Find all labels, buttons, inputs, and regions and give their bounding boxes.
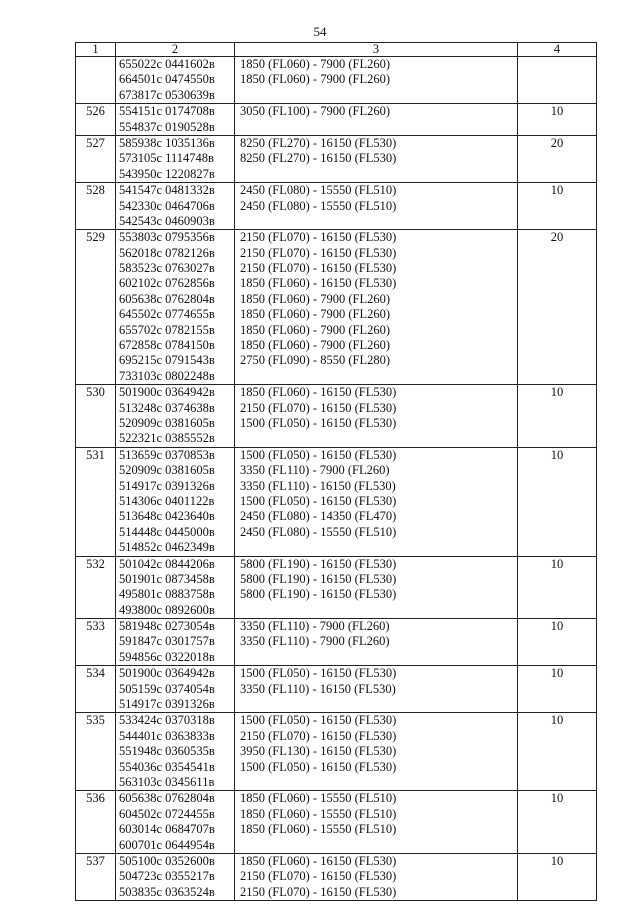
row-number: 532 <box>86 556 105 571</box>
level-line: 1850 (FL060) - 15550 (FL510) <box>240 822 397 837</box>
level-line: 1500 (FL050) - 16150 (FL530) <box>240 493 397 508</box>
row-number-cell <box>76 230 116 385</box>
coordinate-line: 604502с 0724455в <box>119 806 215 821</box>
row-number-cell <box>76 57 116 104</box>
coordinate-line: 514917с 0391326в <box>119 478 215 493</box>
levels-cell <box>235 57 518 104</box>
level-line: 2150 (FL070) - 16150 (FL530) <box>240 245 397 260</box>
coordinate-line: 501901с 0873458в <box>119 571 215 586</box>
coordinate-line: 503835с 0363524в <box>119 884 215 899</box>
level-line: 1500 (FL050) - 16150 (FL530) <box>240 415 397 430</box>
table-row <box>76 230 597 385</box>
row-number: 526 <box>86 104 105 119</box>
level-line: 3050 (FL100) - 7900 (FL260) <box>240 104 390 119</box>
header-row <box>76 43 597 57</box>
row-number-cell <box>76 447 116 556</box>
level-line: 1850 (FL060) - 15550 (FL510) <box>240 791 397 806</box>
levels-cell <box>235 447 518 556</box>
width-cell <box>518 104 597 136</box>
level-line: 8250 (FL270) - 16150 (FL530) <box>240 151 397 166</box>
coordinate-line: 493800с 0892600в <box>119 602 215 617</box>
width-value: 10 <box>550 385 564 400</box>
coordinate-line: 603014с 0684707в <box>119 822 215 837</box>
width-value: 10 <box>550 791 564 806</box>
level-line: 2450 (FL080) - 15550 (FL510) <box>240 183 397 198</box>
level-line: 1500 (FL050) - 16150 (FL530) <box>240 713 397 728</box>
coordinate-line: 562018с 0782126в <box>119 245 215 260</box>
coordinate-line: 673817с 0530639в <box>119 87 215 102</box>
coordinate-line: 594856с 0322018в <box>119 649 215 664</box>
width-value: 10 <box>550 104 564 119</box>
coordinate-line: 520909с 0381605в <box>119 415 215 430</box>
row-number: 528 <box>86 183 105 198</box>
header-col-3: 3 <box>235 43 518 57</box>
level-line: 1850 (FL060) - 7900 (FL260) <box>240 322 390 337</box>
level-line: 8250 (FL270) - 16150 (FL530) <box>240 135 397 150</box>
width-cell <box>518 853 597 900</box>
coordinate-line: 664501с 0474550в <box>119 72 215 87</box>
level-line: 3350 (FL110) - 7900 (FL260) <box>240 634 390 649</box>
coordinate-line: 501042с 0844206в <box>119 556 215 571</box>
level-line: 1850 (FL060) - 7900 (FL260) <box>240 307 390 322</box>
table-row <box>76 183 597 230</box>
width-value <box>518 57 596 72</box>
level-line: 3350 (FL110) - 16150 (FL530) <box>240 681 396 696</box>
coordinates-cell <box>116 385 235 448</box>
coordinate-line: 501900с 0364942в <box>119 666 215 681</box>
levels-cell <box>235 230 518 385</box>
table-row <box>76 104 597 136</box>
coordinates-cell <box>116 619 235 666</box>
coordinate-line: 513659с 0370853в <box>119 447 215 462</box>
width-cell <box>518 183 597 230</box>
level-line: 2150 (FL070) - 16150 (FL530) <box>240 869 397 884</box>
coordinate-line: 514448с 0445000в <box>119 524 215 539</box>
coordinate-line: 543950с 1220827в <box>119 166 215 181</box>
level-line: 2150 (FL070) - 16150 (FL530) <box>240 884 397 899</box>
coordinate-line: 733103с 0802248в <box>119 368 215 383</box>
level-line: 2150 (FL070) - 16150 (FL530) <box>240 261 397 276</box>
width-cell <box>518 556 597 619</box>
coordinates-cell <box>116 104 235 136</box>
level-line: 1500 (FL050) - 16150 (FL530) <box>240 759 397 774</box>
header-col-1: 1 <box>76 43 116 57</box>
width-value: 10 <box>550 666 564 681</box>
coordinate-line: 551948с 0360535в <box>119 744 215 759</box>
row-number-cell <box>76 713 116 791</box>
coordinate-line: 541547с 0481332в <box>119 183 215 198</box>
coordinate-line: 554837с 0190528в <box>119 119 215 134</box>
row-number: 531 <box>86 447 105 462</box>
levels-cell <box>235 713 518 791</box>
coordinate-line: 573105с 1114748в <box>119 151 214 166</box>
level-line: 1850 (FL060) - 16150 (FL530) <box>240 385 397 400</box>
row-number-cell <box>76 385 116 448</box>
row-number: 536 <box>86 791 105 806</box>
coordinate-line: 585938с 1035136в <box>119 135 215 150</box>
width-value: 10 <box>550 853 564 868</box>
table-row <box>76 135 597 182</box>
levels-cell <box>235 556 518 619</box>
coordinates-cell <box>116 713 235 791</box>
coordinate-line: 591847с 0301757в <box>119 634 215 649</box>
coordinate-line: 600701с 0644954в <box>119 837 215 852</box>
coordinate-line: 504723с 0355217в <box>119 869 215 884</box>
coordinate-line: 501900с 0364942в <box>119 385 215 400</box>
coordinates-cell <box>116 447 235 556</box>
level-line: 2150 (FL070) - 16150 (FL530) <box>240 728 397 743</box>
level-line: 1850 (FL060) - 16150 (FL530) <box>240 276 397 291</box>
width-cell <box>518 619 597 666</box>
coordinate-line: 645502с 0774655в <box>119 307 215 322</box>
width-value: 10 <box>550 447 564 462</box>
width-cell <box>518 666 597 713</box>
coordinate-line: 514852с 0462349в <box>119 540 215 555</box>
level-line: 2150 (FL070) - 16150 (FL530) <box>240 400 397 415</box>
header-col-2: 2 <box>116 43 235 57</box>
coordinate-line: 505159с 0374054в <box>119 681 215 696</box>
level-line: 1850 (FL060) - 7900 (FL260) <box>240 72 390 87</box>
coordinates-cell <box>116 57 235 104</box>
coordinate-line: 514917с 0391326в <box>119 697 215 712</box>
coordinate-line: 513248с 0374638в <box>119 400 215 415</box>
level-line: 1850 (FL060) - 16150 (FL530) <box>240 853 397 868</box>
level-line: 2450 (FL080) - 15550 (FL510) <box>240 524 397 539</box>
width-value: 10 <box>550 619 564 634</box>
coordinate-line: 505100с 0352600в <box>119 853 215 868</box>
coordinates-cell <box>116 853 235 900</box>
level-line: 2150 (FL070) - 16150 (FL530) <box>240 230 397 245</box>
level-line: 2450 (FL080) - 14350 (FL470) <box>240 509 397 524</box>
row-number-cell <box>76 619 116 666</box>
levels-cell <box>235 853 518 900</box>
row-number-cell <box>76 791 116 854</box>
coordinates-cell <box>116 666 235 713</box>
width-cell <box>518 385 597 448</box>
level-line: 5800 (FL190) - 16150 (FL530) <box>240 571 397 586</box>
coordinate-line: 602102с 0762856в <box>119 276 215 291</box>
level-line: 3350 (FL110) - 7900 (FL260) <box>240 463 390 478</box>
width-cell <box>518 230 597 385</box>
coordinate-line: 522321с 0385552в <box>119 431 215 446</box>
row-number: 527 <box>86 135 105 150</box>
coordinate-line: 672858с 0784150в <box>119 338 215 353</box>
table-row <box>76 619 597 666</box>
coordinate-line: 514306с 0401122в <box>119 493 215 508</box>
width-value: 10 <box>550 713 564 728</box>
row-number: 530 <box>86 385 105 400</box>
table-row <box>76 853 597 900</box>
coordinate-line: 581948с 0273054в <box>119 619 215 634</box>
table-body <box>76 57 597 901</box>
coordinate-line: 542543с 0460903в <box>119 213 215 228</box>
width-value: 20 <box>550 230 564 245</box>
coordinate-line: 495801с 0883758в <box>119 587 215 602</box>
routes-table <box>75 42 597 901</box>
levels-cell <box>235 791 518 854</box>
levels-cell <box>235 385 518 448</box>
levels-cell <box>235 666 518 713</box>
table-row <box>76 713 597 791</box>
levels-cell <box>235 619 518 666</box>
width-cell <box>518 447 597 556</box>
level-line: 3950 (FL130) - 16150 (FL530) <box>240 744 397 759</box>
width-cell <box>518 135 597 182</box>
table-row <box>76 556 597 619</box>
row-number: 537 <box>86 853 105 868</box>
level-line: 1850 (FL060) - 7900 (FL260) <box>240 57 390 71</box>
coordinates-cell <box>116 556 235 619</box>
coordinate-line: 583523с 0763027в <box>119 261 215 276</box>
levels-cell <box>235 104 518 136</box>
width-value: 10 <box>550 556 564 571</box>
level-line: 1850 (FL060) - 15550 (FL510) <box>240 806 397 821</box>
table-row <box>76 57 597 104</box>
coordinate-line: 553803с 0795356в <box>119 230 215 245</box>
level-line: 3350 (FL110) - 16150 (FL530) <box>240 478 396 493</box>
row-number-cell <box>76 853 116 900</box>
row-number-cell <box>76 135 116 182</box>
levels-cell <box>235 135 518 182</box>
level-line: 1850 (FL060) - 7900 (FL260) <box>240 338 390 353</box>
width-cell <box>518 713 597 791</box>
coordinate-line: 554151с 0174708в <box>119 104 215 119</box>
coordinate-line: 563103с 0345611в <box>119 774 215 789</box>
levels-cell <box>235 183 518 230</box>
table-row <box>76 447 597 556</box>
coordinate-line: 513648с 0423640в <box>119 509 215 524</box>
coordinate-line: 605638с 0762804в <box>119 791 215 806</box>
header-col-4: 4 <box>518 43 597 57</box>
row-number <box>76 57 115 72</box>
coordinates-cell <box>116 183 235 230</box>
coordinate-line: 554036с 0354541в <box>119 759 215 774</box>
level-line: 5800 (FL190) - 16150 (FL530) <box>240 587 397 602</box>
page-number: 54 <box>313 24 327 39</box>
coordinates-cell <box>116 230 235 385</box>
row-number: 534 <box>86 666 105 681</box>
coordinate-line: 605638с 0762804в <box>119 291 215 306</box>
coordinates-cell <box>116 135 235 182</box>
coordinate-line: 655022с 0441602в <box>119 57 215 71</box>
level-line: 5800 (FL190) - 16150 (FL530) <box>240 556 397 571</box>
row-number-cell <box>76 666 116 713</box>
width-value: 10 <box>550 183 564 198</box>
width-cell <box>518 791 597 854</box>
row-number-cell <box>76 556 116 619</box>
level-line: 1500 (FL050) - 16150 (FL530) <box>240 666 397 681</box>
level-line: 1850 (FL060) - 7900 (FL260) <box>240 291 390 306</box>
row-number-cell <box>76 104 116 136</box>
table-header <box>76 43 597 57</box>
row-number: 533 <box>86 619 105 634</box>
row-number: 535 <box>86 713 105 728</box>
coordinate-line: 520909с 0381605в <box>119 463 215 478</box>
level-line: 3350 (FL110) - 7900 (FL260) <box>240 619 390 634</box>
table-row <box>76 385 597 448</box>
coordinate-line: 695215с 0791543в <box>119 353 215 368</box>
width-cell <box>518 57 597 104</box>
coordinate-line: 542330с 0464706в <box>119 198 215 213</box>
coordinate-line: 544401с 0363833в <box>119 728 215 743</box>
table-row <box>76 791 597 854</box>
level-line: 2450 (FL080) - 15550 (FL510) <box>240 198 397 213</box>
row-number: 529 <box>86 230 105 245</box>
row-number-cell <box>76 183 116 230</box>
level-line: 2750 (FL090) - 8550 (FL280) <box>240 353 390 368</box>
coordinate-line: 533424с 0370318в <box>119 713 215 728</box>
width-value: 20 <box>550 135 564 150</box>
coordinates-cell <box>116 791 235 854</box>
table-row <box>76 666 597 713</box>
level-line: 1500 (FL050) - 16150 (FL530) <box>240 447 397 462</box>
coordinate-line: 655702с 0782155в <box>119 322 215 337</box>
